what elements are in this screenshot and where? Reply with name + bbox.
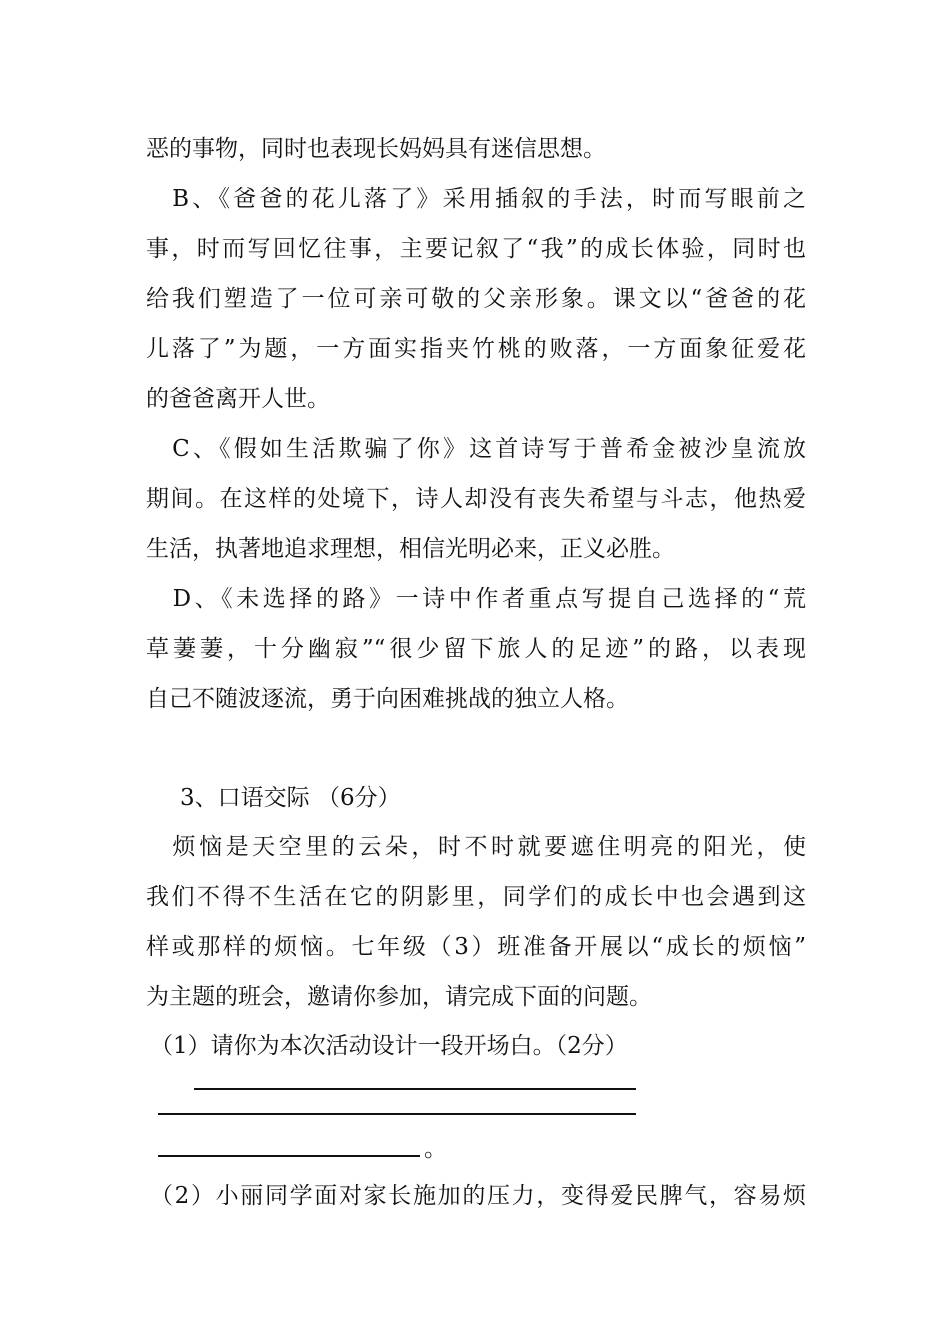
text-line: 的爸爸离开人世。: [146, 386, 330, 412]
answer-blank-line[interactable]: [158, 1155, 420, 1157]
text-line: 生活，执著地追求理想，相信光明必来，正义必胜。: [146, 536, 675, 562]
text-line: 草萋萋，十分幽寂”“很少留下旅人的足迹”的路，以表现: [146, 636, 806, 662]
text-line: 事，时而写回忆往事，主要记叙了“我”的成长体验，同时也: [146, 236, 806, 262]
text-line: 儿落了”为题，一方面实指夹竹桃的败落，一方面象征爱花: [146, 336, 806, 362]
text-line: C、《假如生活欺骗了你》这首诗写于普希金被沙皇流放: [146, 436, 806, 462]
text-line: 给我们塑造了一位可亲可敬的父亲形象。课文以“爸爸的花: [146, 286, 806, 312]
text-line: 样或那样的烦恼。七年级（3）班准备开展以“成长的烦恼”: [146, 934, 806, 960]
answer-blank-line[interactable]: [194, 1088, 636, 1090]
text-line: D、《未选择的路》一诗中作者重点写提自己选择的“荒: [146, 586, 806, 612]
answer-blank-line[interactable]: [158, 1113, 636, 1115]
text-line: 我们不得不生活在它的阴影里，同学们的成长中也会遇到这: [146, 884, 806, 910]
question-2: （2）小丽同学面对家长施加的压力，变得爱民脾气，容易烦: [150, 1183, 806, 1209]
text-line: 自己不随波逐流，勇于向困难挑战的独立人格。: [146, 686, 629, 712]
section-heading: 3、口语交际 （6分）: [180, 785, 401, 811]
text-line: 为主题的班会，邀请你参加，请完成下面的问题。: [146, 984, 652, 1010]
text-line: 恶的事物，同时也表现长妈妈具有迷信思想。: [146, 136, 606, 162]
text-line: 期间。在这样的处境下，诗人却没有丧失希望与斗志，他热爱: [146, 486, 806, 512]
text-line: 烦恼是天空里的云朵，时不时就要遮住明亮的阳光，使: [146, 834, 806, 860]
text-line: B、《爸爸的花儿落了》采用插叙的手法，时而写眼前之: [146, 186, 806, 212]
question-1: （1）请你为本次活动设计一段开场白。（2分）: [150, 1033, 628, 1059]
period-mark: 。: [424, 1136, 447, 1162]
